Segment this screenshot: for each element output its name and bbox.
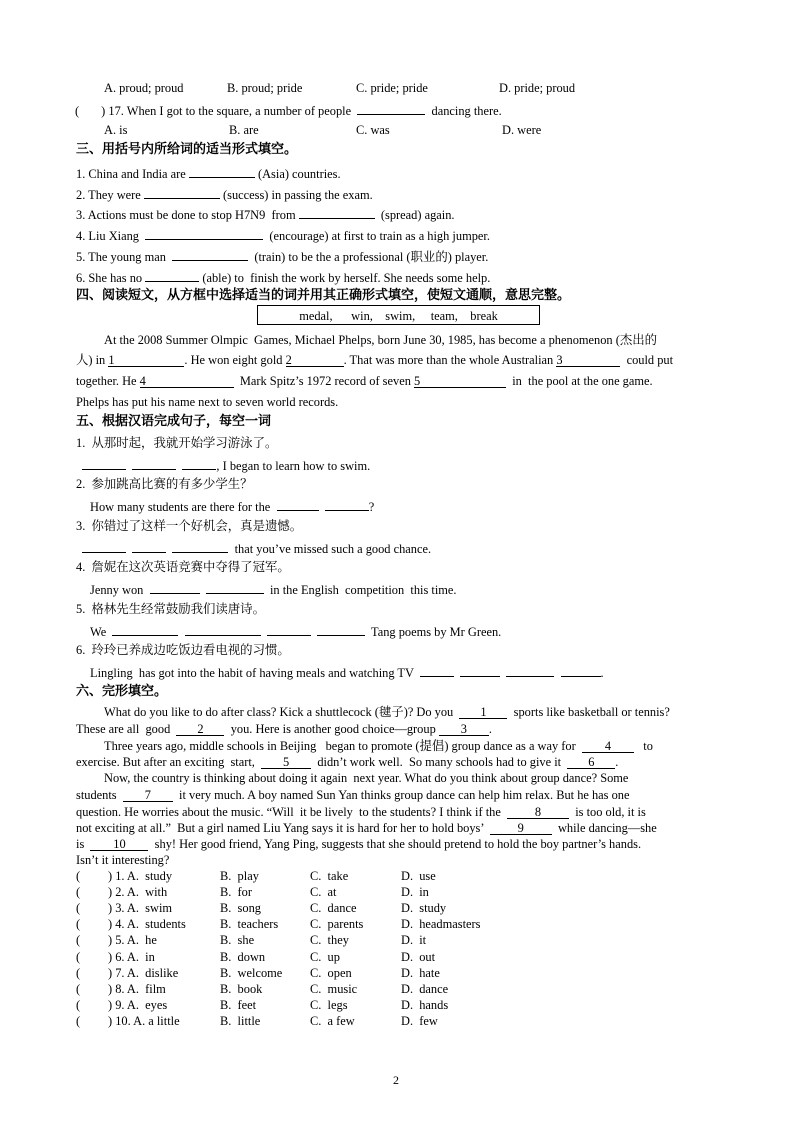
sec5-a4: Jenny won in the English competition this time.: [90, 583, 457, 597]
cloze-blank-2[interactable]: 2: [176, 723, 224, 736]
sec3-item-1: 1. China and India are (Asia) countries.: [76, 167, 341, 181]
answer-blank[interactable]: [561, 665, 601, 677]
answer-blank[interactable]: [189, 166, 255, 178]
cloze-blank-10[interactable]: 10: [90, 838, 148, 851]
answer-blank[interactable]: [317, 624, 365, 636]
answer-blank[interactable]: [132, 541, 166, 553]
option-c: C. at: [310, 885, 337, 900]
option-answer-paren[interactable]: (: [76, 949, 81, 964]
option-d: D. use: [401, 869, 436, 883]
sec4-para-line-1: At the 2008 Summer Olmpic Games, Michael Phelps, born June 30, 1985, has become a phenomenon (杰出的: [104, 333, 658, 347]
sec5-q3: 3. 你错过了这样一个好机会，真是遗憾。: [76, 519, 303, 533]
answer-blank[interactable]: [185, 624, 261, 636]
cloze-blank-5[interactable]: 5: [261, 756, 311, 769]
sec5-q2: 2. 参加跳高比赛的有多少学生？: [76, 477, 253, 491]
option-row-number-a: ) 10. A. a little: [108, 1013, 180, 1028]
option-d: D. few: [401, 1013, 438, 1028]
option-row-number-a: ) 6. A. in: [108, 949, 155, 964]
sec5-a2: How many students are there for the ?: [90, 500, 375, 514]
option-d: D. out: [401, 949, 436, 964]
option-c: C. legs: [310, 997, 348, 1012]
sec5-a1: , I began to learn how to swim.: [82, 458, 370, 472]
answer-blank[interactable]: [420, 665, 454, 677]
section-5-title: 五、根据汉语完成句子，每空一词: [76, 414, 272, 429]
sec5-a6: Lingling has got into the habit of having meals and watching TV .: [90, 666, 604, 680]
sec3-item-4: 4. Liu Xiang (encourage) at first to train as a high jumper.: [76, 229, 490, 243]
cloze-line-7: question. He worries about the music. “Will it be lively to the students? I think if the 8 is too old, it is: [76, 805, 646, 819]
sec5-a5: We Tang poems by Mr Green.: [90, 625, 502, 639]
option-row-number-a: ) 8. A. film: [108, 981, 166, 996]
answer-blank[interactable]: [299, 207, 375, 219]
option-row-number-a: ) 3. A. swim: [108, 901, 173, 916]
cloze-line-2: These are all good 2 you. Here is another good choice—group 3 .: [76, 722, 492, 736]
option-answer-paren[interactable]: (: [76, 885, 81, 900]
option-d: D. in: [401, 885, 429, 900]
option-row-number-a: ) 7. A. dislike: [108, 965, 179, 980]
q16-option-a: A. proud; proud: [104, 81, 184, 95]
sec4-para-line-3: together. He 4 Mark Spitz’s 1972 record of seven 5 in the pool at the one game.: [76, 374, 653, 388]
cloze-blank-7[interactable]: 7: [123, 789, 173, 802]
answer-blank[interactable]: [460, 665, 500, 677]
blank-2[interactable]: 2: [286, 354, 344, 367]
option-d: D. dance: [401, 981, 449, 996]
option-c: C. open: [310, 965, 352, 980]
answer-blank[interactable]: [506, 665, 554, 677]
option-row-number-a: ) 5. A. he: [108, 933, 157, 948]
option-d: D. it: [401, 933, 427, 948]
option-row-number-a: ) 4. A. students: [108, 917, 186, 932]
answer-blank[interactable]: [144, 187, 220, 199]
option-answer-paren[interactable]: (: [76, 933, 81, 948]
option-c: C. music: [310, 981, 358, 996]
option-b: B. play: [220, 869, 259, 883]
sec5-q5: 5. 格林先生经常鼓励我们读唐诗。: [76, 602, 265, 616]
answer-blank[interactable]: [82, 541, 126, 553]
option-c: C. dance: [310, 901, 357, 916]
option-d: D. study: [401, 901, 447, 916]
option-b: B. down: [220, 949, 266, 964]
sec4-para-line-4: Phelps has put his name next to seven world records.: [76, 395, 339, 409]
sec5-q4: 4. 詹妮在这次英语竞赛中夺得了冠军。: [76, 560, 290, 574]
page-number: 2: [393, 1073, 399, 1087]
cloze-line-10: Isn’t it interesting?: [76, 853, 170, 867]
option-b: B. for: [220, 885, 253, 900]
option-answer-paren[interactable]: (: [76, 917, 81, 932]
option-b: B. teachers: [220, 917, 279, 932]
q17-option-c: C. was: [356, 123, 390, 137]
option-answer-paren[interactable]: (: [76, 997, 81, 1012]
answer-blank[interactable]: [172, 249, 248, 261]
sec4-para-line-2: 人) in 1 . He won eight gold 2 . That was more than the whole Australian 3 could put: [76, 353, 674, 367]
sec3-item-3: 3. Actions must be done to stop H7N9 from (spread) again.: [76, 208, 455, 222]
option-answer-paren[interactable]: (: [76, 1013, 81, 1028]
answer-blank[interactable]: [150, 582, 200, 594]
cloze-line-4: exercise. But after an exciting start, 5 didn’t work well. So many schools had to give it 6 .: [76, 755, 619, 769]
answer-blank[interactable]: [112, 624, 178, 636]
section-4-title: 四、阅读短文，从方框中选择适当的词并用其正确形式填空，使短文通顺，意思完整。: [76, 288, 571, 303]
cloze-blank-8[interactable]: 8: [507, 806, 569, 819]
sec5-q1: 1. 从那时起，我就开始学习游泳了。: [76, 436, 278, 450]
option-c: C. they: [310, 933, 349, 948]
q16-option-b: B. proud; pride: [227, 81, 303, 95]
answer-blank[interactable]: [132, 458, 176, 470]
option-row-number-a: ) 2. A. with: [108, 885, 168, 900]
option-c: C. take: [310, 869, 349, 883]
answer-blank[interactable]: [357, 103, 425, 115]
sec3-item-2: 2. They were (success) in passing the exam.: [76, 188, 373, 202]
sec3-item-6: 6. She has no (able) to finish the work by herself. She needs some help.: [76, 271, 491, 285]
answer-blank[interactable]: [325, 499, 369, 511]
section-3-title: 三、用括号内所给词的适当形式填空。: [76, 142, 298, 157]
q16-option-d: D. pride; proud: [499, 81, 576, 95]
answer-blank[interactable]: [172, 541, 228, 553]
option-b: B. feet: [220, 997, 257, 1012]
answer-blank[interactable]: [277, 499, 319, 511]
option-d: D. hate: [401, 965, 440, 980]
option-b: B. song: [220, 901, 261, 916]
answer-blank[interactable]: [82, 458, 126, 470]
sec5-a3: that you’ve missed such a good chance.: [82, 541, 431, 555]
option-d: D. headmasters: [401, 917, 481, 932]
option-row-number-a: ) 1. A. study: [108, 869, 173, 883]
cloze-blank-6[interactable]: 6: [567, 756, 615, 769]
option-answer-paren[interactable]: (: [76, 869, 81, 883]
sec3-item-5: 5. The young man (train) to be the a professional (职业的) player.: [76, 250, 489, 264]
blank-1[interactable]: 1: [108, 354, 184, 367]
q17-option-a: A. is: [104, 123, 128, 137]
section-6-title: 六、完形填空。: [76, 684, 168, 699]
cloze-blank-4[interactable]: 4: [582, 740, 634, 753]
cloze-blank-3[interactable]: 3: [439, 723, 489, 736]
answer-blank[interactable]: [267, 624, 311, 636]
sec5-q6: 6. 玲玲已养成边吃饭边看电视的习惯。: [76, 643, 290, 657]
cloze-line-5: Now, the country is thinking about doing it again next year. What do you think about group dance? Some: [104, 771, 629, 785]
q17-option-d: D. were: [502, 123, 542, 137]
option-c: C. up: [310, 949, 340, 964]
option-b: B. little: [220, 1013, 261, 1028]
option-answer-paren[interactable]: (: [76, 965, 81, 980]
word-box: medal, win, swim, team, break: [257, 305, 540, 325]
option-c: C. parents: [310, 917, 364, 932]
cloze-line-8: not exciting at all.” But a girl named Liu Yang says it is hard for her to hold boys’ 9 while dancing—she: [76, 821, 657, 835]
cloze-blank-9[interactable]: 9: [490, 822, 552, 835]
answer-blank[interactable]: [145, 228, 263, 240]
answer-blank[interactable]: [182, 458, 216, 470]
option-answer-paren[interactable]: (: [76, 901, 81, 916]
option-row-number-a: ) 9. A. eyes: [108, 997, 168, 1012]
option-c: C. a few: [310, 1013, 355, 1028]
cloze-line-1: What do you like to do after class? Kick a shuttlecock (毽子)? Do you 1 sports like basketball or tennis?: [104, 705, 670, 719]
q17-option-b: B. are: [229, 123, 259, 137]
q17-question: ( ) 17. When I got to the square, a number of people dancing there.: [75, 104, 502, 118]
option-d: D. hands: [401, 997, 449, 1012]
option-b: B. welcome: [220, 965, 283, 980]
blank-3[interactable]: 3: [556, 354, 620, 367]
option-b: B. she: [220, 933, 255, 948]
cloze-line-3: Three years ago, middle schools in Beijing began to promote (提倡) group dance as a way for 4 to: [104, 739, 653, 753]
q16-option-c: C. pride; pride: [356, 81, 428, 95]
cloze-line-6: students 7 it very much. A boy named Sun Yan thinks group dance can help him relax. But he has one: [76, 788, 630, 802]
blank-5[interactable]: 5: [414, 375, 506, 388]
option-b: B. book: [220, 981, 263, 996]
blank-4[interactable]: 4: [140, 375, 234, 388]
cloze-blank-1[interactable]: 1: [459, 706, 507, 719]
cloze-line-9: is 10 shy! Her good friend, Yang Ping, suggests that she should pretend to hold the boy partner’s hands.: [76, 837, 642, 851]
answer-blank[interactable]: [145, 270, 199, 282]
option-answer-paren[interactable]: (: [76, 981, 81, 996]
answer-blank[interactable]: [206, 582, 264, 594]
